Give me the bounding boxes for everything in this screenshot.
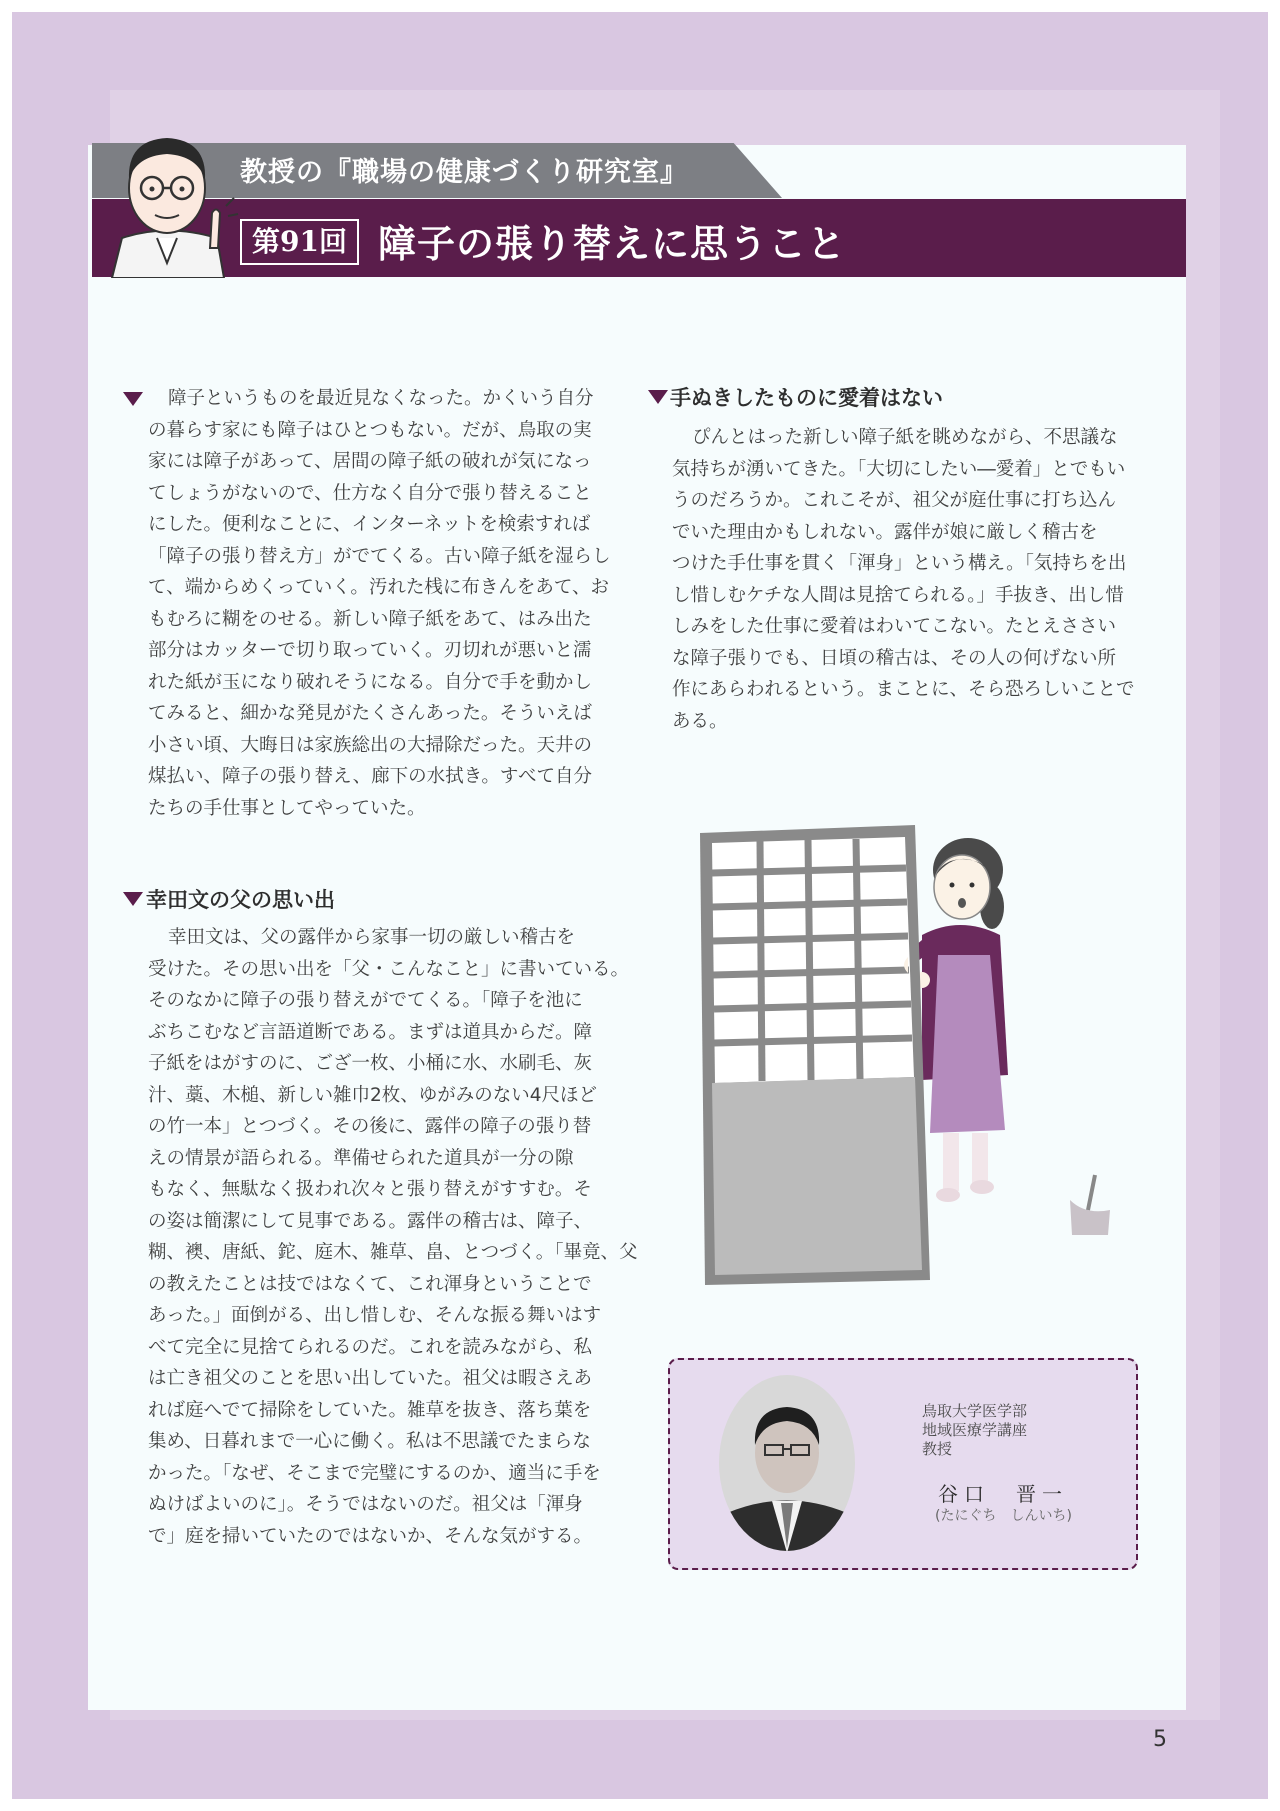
text-line: 幸田文は、父の露伴から家事一切の厳しい稽古を (168, 927, 576, 948)
intro-marker-icon (123, 392, 143, 406)
text-line: 集め、日暮れまで一心に働く。私は不思議でたまらな (148, 1431, 591, 1452)
text-line: の暮らす家にも障子はひとつもない。だが、鳥取の実 (148, 419, 592, 441)
text-line: うのだろうか。これこそが、祖父が庭仕事に打ち込ん (672, 490, 1117, 511)
text-line: ある。 (672, 710, 728, 732)
text-line: 糊、襖、唐紙、鉈、庭木、雑草、畠、とつづく。「畢竟、父 (148, 1242, 638, 1263)
section1-paragraph (148, 922, 638, 1552)
author-affiliation (922, 1402, 1027, 1459)
affiliation-line: 教授 (922, 1440, 953, 1458)
text-line: しみをした仕事に愛着はわいてこない。たとえささい (672, 616, 1117, 637)
shoji-illustration (690, 815, 1150, 1295)
intro-paragraph (148, 383, 618, 824)
text-line: 受けた。その思い出を「父・こんなこと」に書いている。 (148, 958, 630, 980)
text-line: 小さい頃、大晦日は家族総出の大掃除だった。天井の (148, 734, 593, 756)
episode-label: 第91回 (240, 219, 359, 265)
series-title: 教授の『職場の健康づくり研究室』 (240, 157, 688, 188)
text-line: 煤払い、障子の張り替え、廊下の水拭き。すべて自分 (148, 766, 593, 787)
author-name: 谷口 晋一 (938, 1482, 1068, 1506)
text-line: 家には障子があって、居間の障子紙の破れが気になっ (148, 451, 592, 472)
text-line: て、端からめくっていく。汚れた桟に布きんをあて、お (148, 577, 610, 598)
text-line: 部分はカッターで切り取っていく。刃切れが悪いと濡 (148, 640, 592, 661)
text-line: 作にあらわれるという。まことに、そら恐ろしいことで (672, 679, 1135, 700)
text-line: たちの手仕事としてやっていた。 (148, 797, 426, 819)
text-line: もむろに糊をのせる。新しい障子紙をあて、はみ出た (148, 608, 592, 630)
text-line: 汁、藁、木槌、新しい雑巾2枚、ゆがみのない4尺ほど (148, 1084, 598, 1106)
text-line: てみると、細かな発見がたくさんあった。そういえば (148, 703, 592, 724)
text-line: で」庭を掃いていたのではないか、そんな気がする。 (148, 1525, 593, 1547)
section1-marker-icon (123, 892, 143, 906)
text-line: の姿は簡潔にして見事である。露伴の稽古は、障子、 (148, 1210, 593, 1232)
text-line: てしょうがないので、仕方なく自分で張り替えること (148, 482, 592, 504)
text-line: べて完全に見捨てられるのだ。これを読みながら、私 (148, 1336, 593, 1358)
affiliation-line: 鳥取大学医学部 (922, 1402, 1028, 1420)
affiliation-line: 地域医療学講座 (922, 1421, 1028, 1439)
page-number: 5 (1153, 1727, 1167, 1752)
shoji-screen (700, 825, 930, 1285)
author-name-reading: (たにぐち しんいち) (935, 1508, 1072, 1524)
text-line: ぴんとはった新しい障子紙を眺めながら、不思議な (692, 427, 1118, 448)
article-title: 障子の張り替えに思うこと (378, 221, 847, 266)
text-line: は亡き祖父のことを思い出していた。祖父は暇さえあ (148, 1368, 593, 1389)
section2-heading: 手ぬきしたものに愛着はない (670, 386, 943, 410)
text-line: でいた理由かもしれない。露伴が娘に厳しく稽古を (672, 521, 1098, 543)
text-line: 「障子の張り替え方」がでてくる。古い障子紙を湿らし (148, 545, 611, 567)
text-line: れば庭へでて掃除をしていた。雑草を抜き、落ち葉を (148, 1399, 592, 1421)
text-line: にした。便利なことに、インターネットを検索すれば (148, 514, 591, 535)
text-line: な障子張りでも、日頃の稽古は、その人の何げない所 (672, 647, 1117, 669)
section2-marker-icon (648, 390, 668, 404)
section2-paragraph (672, 422, 1142, 737)
bucket-icon (1070, 1175, 1110, 1235)
text-line: かった。「なぜ、そこまで完璧にするのか、適当に手を (148, 1462, 601, 1484)
section1-heading: 幸田文の父の思い出 (146, 888, 335, 912)
text-line: ぶちこむなど言語道断である。まずは道具からだ。障 (148, 1021, 593, 1043)
text-line: そのなかに障子の張り替えがでてくる。「障子を池に (148, 990, 583, 1011)
text-line: もなく、無駄なく扱われ次々と張り替えがすすむ。そ (148, 1179, 592, 1200)
text-line: 気持ちが湧いてきた。「大切にしたい―愛着」とでもい (672, 458, 1126, 480)
professor-cartoon-icon (92, 118, 242, 278)
text-line: れた紙が玉になり破れそうになる。自分で手を動かし (148, 671, 593, 693)
text-line: ぬけばよいのに」。そうではないのだ。祖父は「渾身 (148, 1494, 583, 1515)
text-line: の竹一本」とつづく。その後に、露伴の障子の張り替 (148, 1116, 592, 1137)
text-line: 子紙をはがすのに、ござ一枚、小桶に水、水刷毛、灰 (148, 1053, 593, 1074)
text-line: つけた手仕事を貫く「渾身」という構え。「気持ちを出 (672, 553, 1127, 574)
author-photo (717, 1373, 857, 1553)
text-line: の教えたことは技ではなくて、これ渾身ということで (148, 1273, 592, 1295)
text-line: し惜しむケチな人間は見捨てられる。」手抜き、出し惜 (672, 584, 1124, 606)
text-line: あった。」面倒がる、出し惜しむ、そんな振る舞いはす (148, 1305, 602, 1326)
text-line: 障子というものを最近見なくなった。かくいう自分 (168, 388, 594, 409)
text-line: えの情景が語られる。準備せられた道具が一分の隙 (148, 1147, 574, 1169)
